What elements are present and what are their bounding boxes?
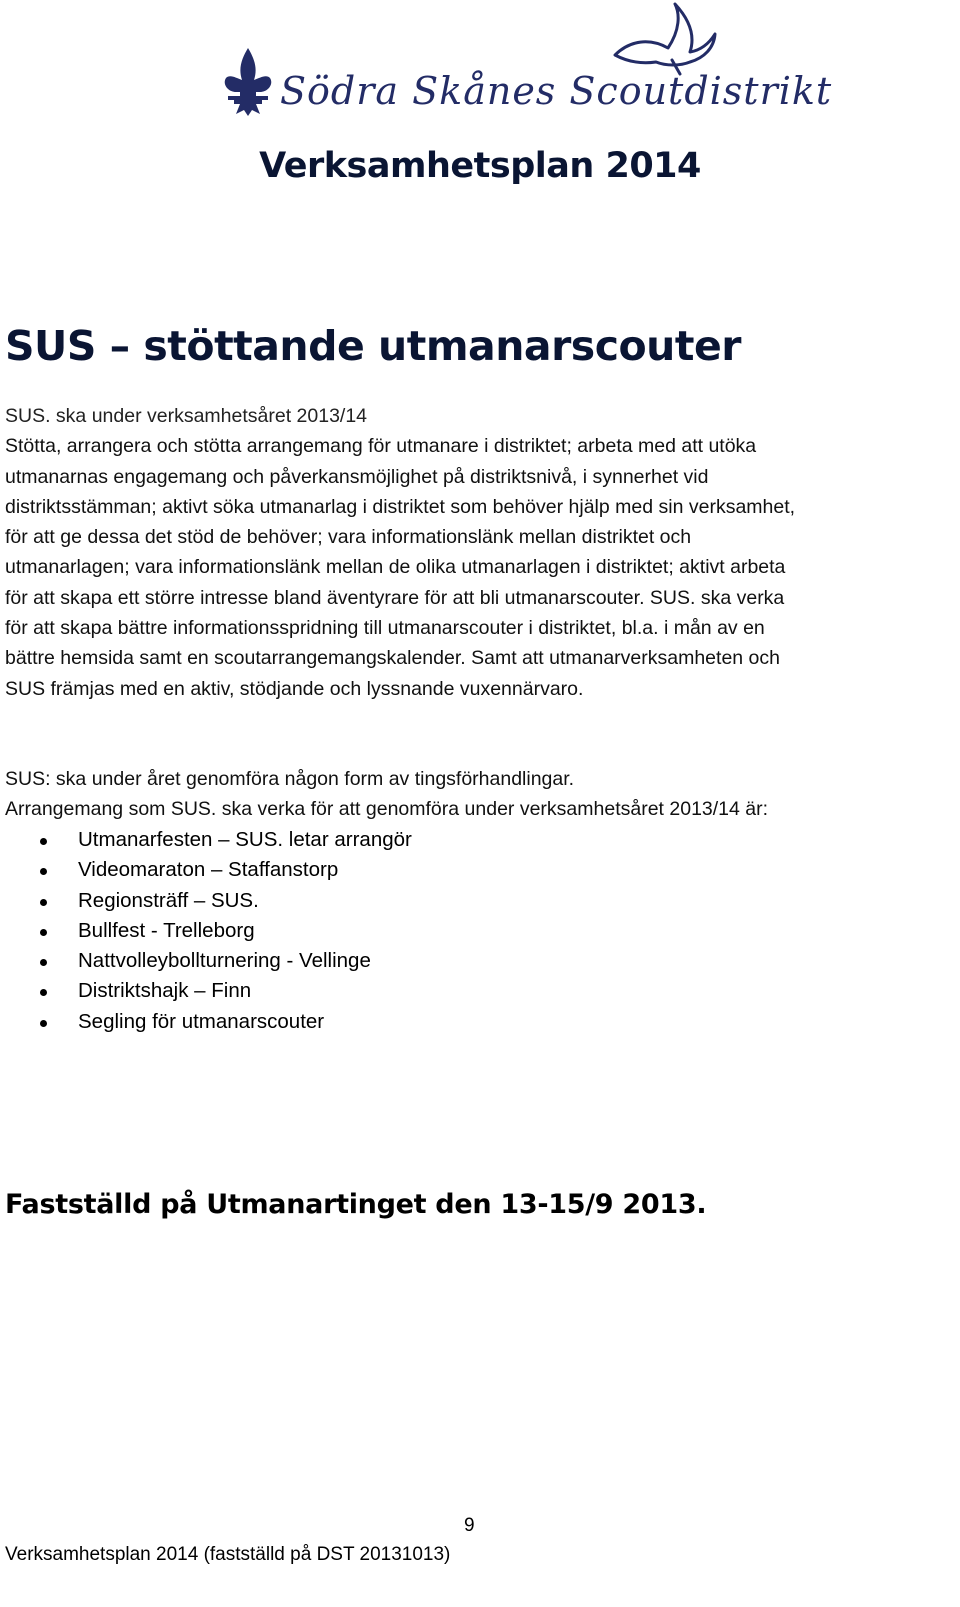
paragraph-line: för att skapa ett större intresse bland äventyrare för att bli utmanarscouter. SUS. ska verka	[5, 586, 785, 609]
events-list	[40, 825, 412, 1037]
section-heading: SUS – stöttande utmanarscouter	[5, 322, 741, 370]
list-item	[40, 976, 412, 1006]
intro-paragraph	[5, 401, 950, 704]
fleur-de-lis-icon	[225, 48, 272, 116]
list-item	[40, 1007, 412, 1037]
page-number: 9	[464, 1515, 475, 1536]
list-item-text: Regionsträff – SUS.	[78, 888, 259, 912]
paragraph-line: SUS. ska under verksamhetsåret 2013/14	[5, 405, 368, 427]
list-item-text: Videomaraton – Staffanstorp	[78, 858, 339, 882]
paragraph-line: för att skapa bättre informationsspridning till utmanarscouter i distriktet, bl.a. i mån av en	[5, 617, 765, 640]
list-item-text: Bullfest - Trelleborg	[78, 918, 255, 942]
arrangements-paragraph	[5, 764, 950, 825]
list-item	[40, 946, 412, 976]
document-title: Verksamhetsplan 2014	[259, 146, 701, 186]
paragraph-line: distriktsstämman; aktivt söka utmanarlag i distriktet som behöver hjälp med sin verksamhet,	[5, 495, 796, 518]
paragraph-line: bättre hemsida samt en scoutarrangemangskalender. Samt att utmanarverksamheten och	[5, 647, 780, 670]
bullet-icon	[40, 929, 47, 936]
district-logo	[210, 0, 833, 125]
paragraph-line: SUS främjas med en aktiv, stödjande och lyssnande vuxennärvaro.	[5, 677, 584, 700]
bullet-icon	[40, 899, 47, 906]
paragraph-line: för att ge dessa det stöd de behöver; vara informationslänk mellan distriktet och	[5, 526, 692, 549]
bullet-icon	[40, 1020, 47, 1027]
bullet-icon	[40, 838, 47, 845]
paragraph-line: utmanarlagen; vara informationslänk mellan de olika utmanarlagen i distriktet; aktivt arbeta	[5, 556, 786, 579]
list-item	[40, 916, 412, 946]
list-item-text: Nattvolleybollturnering - Vellinge	[78, 949, 371, 973]
page-footer: Verksamhetsplan 2014 (fastställd på DST 20131013)	[5, 1544, 451, 1565]
bullet-icon	[40, 989, 47, 996]
list-item-text: Segling för utmanarscouter	[78, 1009, 325, 1033]
list-item	[40, 855, 412, 885]
paragraph-line: Stötta, arrangera och stötta arrangemang för utmanare i distriktet; arbeta med att utöka	[5, 435, 757, 458]
closing-statement: Fastställd på Utmanartinget den 13-15/9 2013.	[5, 1189, 707, 1220]
bullet-icon	[40, 868, 47, 875]
logo-text: Södra Skånes Scoutdistrikt	[280, 69, 833, 113]
paragraph-line: utmanarnas engagemang och påverkansmöjlighet på distriktsnivå, i synnerhet vid	[5, 465, 709, 488]
bullet-icon	[40, 959, 47, 966]
bird-icon	[615, 4, 715, 74]
list-item	[40, 825, 412, 855]
paragraph-line: Arrangemang som SUS. ska verka för att genomföra under verksamhetsåret 2013/14 är:	[5, 798, 769, 821]
list-item-text: Distriktshajk – Finn	[78, 979, 252, 1003]
list-item-text: Utmanarfesten – SUS. letar arrangör	[78, 828, 412, 851]
paragraph-line: SUS: ska under året genomföra någon form av tingsförhandlingar.	[5, 768, 575, 790]
list-item	[40, 886, 412, 916]
